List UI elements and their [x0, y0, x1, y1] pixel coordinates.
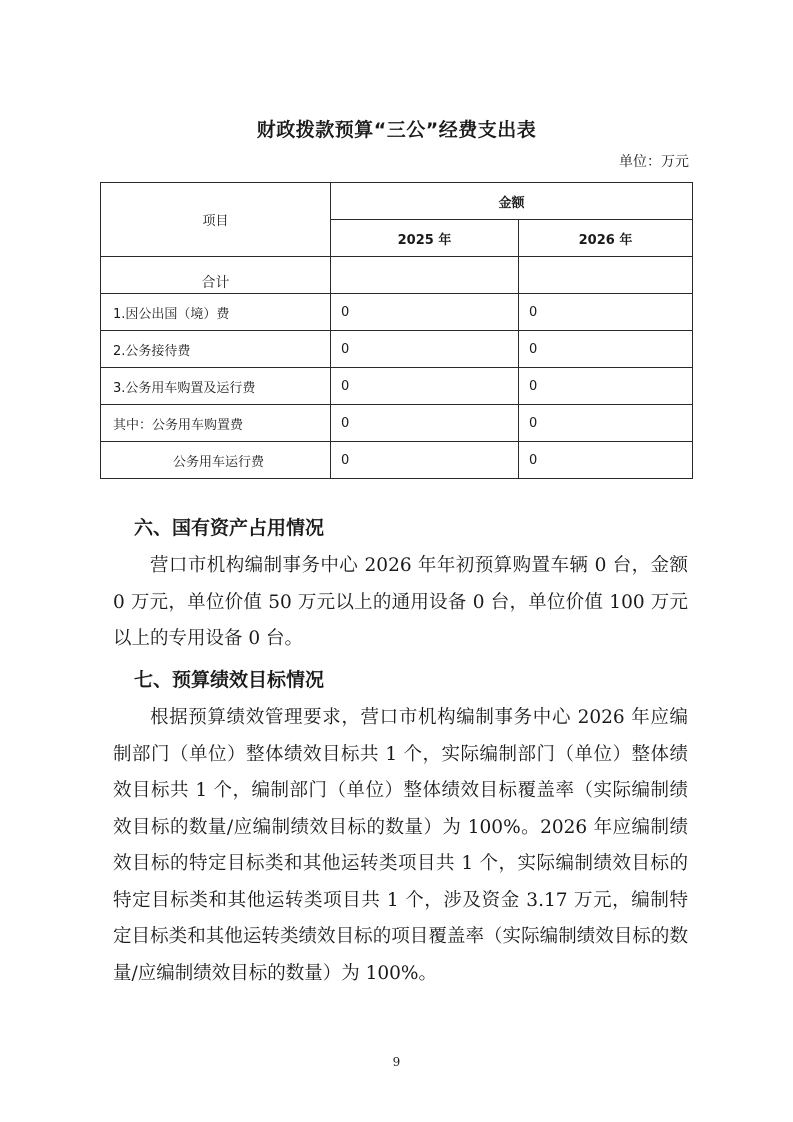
header-2025: 2025 年 — [331, 220, 519, 257]
page-number: 9 — [392, 1055, 401, 1069]
row-value-2025: 0 — [331, 331, 519, 368]
three-public-expenses-table — [100, 182, 693, 479]
row-value-2026: 0 — [519, 294, 693, 331]
table-row — [101, 405, 693, 442]
row-value-2025: 0 — [331, 294, 519, 331]
table-title: 财政拨款预算“三公”经费支出表 — [256, 119, 537, 141]
total-2026 — [519, 257, 693, 294]
section-7-paragraph: 根据预算绩效管理要求，营口市机构编制事务中心 2026 年应编制部门（单位）整体绩效目标共 1 个，实际编制部门（单位）整体绩效目标共 1 个，编制部门（单位）整体绩效目标覆盖率（实际编制绩效目标的数量/应编制绩效目标的数量）为 100%。2026 年应编制绩效目标的特定目标类和其他运转类项目共 1 个，实际编制绩效目标的特定目标类和其他运转类项目共 1 个，涉及资金 3.17 万元，编制特定目标类和其他运转类绩效目标的项目覆盖率（实际编制绩效目标的数量/应编制绩效目标的数量）为 100%。 — [113, 707, 688, 984]
row-value-2025: 0 — [331, 405, 519, 442]
row-label: 1.因公出国（境）费 — [101, 294, 331, 331]
header-2026: 2026 年 — [519, 220, 693, 257]
unit-label: 单位：万元 — [619, 154, 689, 170]
row-value-2025: 0 — [331, 368, 519, 405]
total-label: 合计 — [101, 257, 331, 294]
row-value-2026: 0 — [519, 331, 693, 368]
section-7-heading: 七、预算绩效目标情况 — [134, 669, 325, 691]
section-6-paragraph: 营口市机构编制事务中心 2026 年年初预算购置车辆 0 台，金额 0 万元，单位价值 50 万元以上的通用设备 0 台，单位价值 100 万元以上的专用设备 0 台。 — [113, 555, 688, 649]
row-value-2026: 0 — [519, 368, 693, 405]
row-label: 其中：公务用车购置费 — [101, 405, 331, 442]
row-value-2025: 0 — [331, 442, 519, 479]
table-row — [101, 442, 693, 479]
table-row — [101, 368, 693, 405]
row-label: 3.公务用车购置及运行费 — [101, 368, 331, 405]
header-amount: 金额 — [331, 183, 693, 220]
header-item: 项目 — [101, 183, 331, 257]
row-value-2026: 0 — [519, 405, 693, 442]
row-label: 2.公务接待费 — [101, 331, 331, 368]
section-6-heading: 六、国有资产占用情况 — [134, 517, 325, 539]
row-value-2026: 0 — [519, 442, 693, 479]
total-2025 — [331, 257, 519, 294]
row-label: 公务用车运行费 — [101, 442, 331, 479]
table-row — [101, 294, 693, 331]
table-row-total — [101, 257, 693, 294]
table-row — [101, 331, 693, 368]
